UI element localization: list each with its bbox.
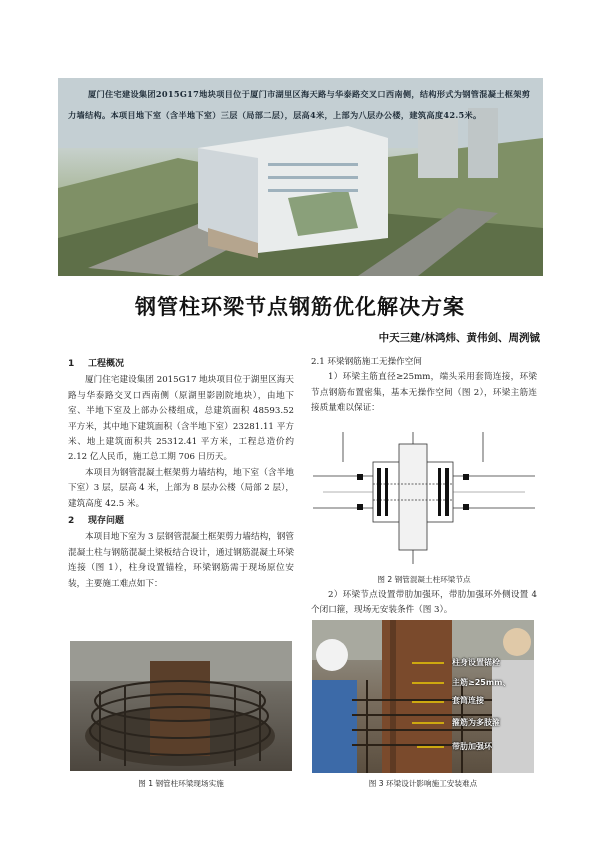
section-2-number: 2: [68, 516, 75, 527]
figure-3-caption: 图 3 环梁设计影响施工安装难点: [368, 779, 478, 788]
section-1-title: 工程概况: [88, 359, 125, 369]
article-title: 钢管柱环梁节点钢筋优化解决方案: [135, 295, 465, 319]
section-2-1-paragraph-2: 2）环梁节点设置带肋加强环，带肋加强环外侧设置 4 个闭口箍，现场无安装条件（图 3）。: [311, 590, 537, 616]
figure-2-node-drawing: [313, 432, 535, 564]
figure-1-caption: 图 1 钢管柱环梁现场实施: [138, 779, 224, 788]
figure-3-photo: [312, 620, 534, 773]
figure-1-photo: [70, 641, 292, 771]
construction-site-photo: [312, 620, 534, 773]
fig3-label-main-bar: 主筋≥25mm、: [452, 678, 511, 687]
left-column: [68, 355, 294, 592]
section-2-heading: [68, 514, 294, 529]
section-1-number: 1: [68, 359, 75, 369]
fig3-label-multi-leg-stirrup: 箍筋为多肢箍: [452, 718, 500, 727]
section-2-1-paragraph-1: 1）环梁主筋直径≥25mm，端头采用套筒连接，环梁节点钢筋布置密集，基本无操作空间（图 2），环梁主筋连接质量难以保证：: [311, 372, 537, 414]
rebar-cage-photo: [70, 641, 292, 771]
section-2-paragraph-1: 本项目地下室为 3 层钢管混凝土框架剪力墙结构，钢管混凝土柱与钢筋混凝土梁板结合设计，通过钢筋混凝土环梁连接（图 1），柱身设置锚栓，环梁钢筋需于现场原位安装，主要施工难点如下：: [68, 532, 294, 589]
fig3-label-anchor-bolts: 柱身设置锚栓: [452, 658, 500, 667]
right-column: [311, 355, 537, 417]
hero-overlay-text: 厦门住宅建设集团2015G17地块项目位于厦门市湖里区海天路与华泰路交叉口西南侧，结构形式为钢管混凝土框架剪力墙结构。本项目地下室（含半地下室）三层（局部二层），层高4米，上部为八层办公楼，建筑高度42.5米。: [68, 89, 531, 120]
section-1-paragraph-2: 本项目为钢管混凝土框架剪力墙结构，地下室（含半地下室）3 层，层高 4 米，上部为 8 层办公楼（局部 2 层），建筑高度 42.5 米。: [68, 467, 294, 509]
section-2-title: 现存问题: [88, 516, 125, 527]
hero-rendering: [58, 78, 543, 276]
section-2-1-heading: 2.1 环梁钢筋施工无操作空间: [311, 357, 422, 367]
fig3-label-ribbed-ring: 带肋加强环: [452, 742, 492, 751]
fig3-label-sleeve-connection: 套筒连接: [452, 696, 484, 705]
section-1-heading: [68, 357, 294, 372]
figure-2-caption: 图 2 钢管混凝土柱环梁节点: [377, 575, 471, 584]
section-1-paragraph-1: 厦门住宅建设集团 2015G17 地块项目位于湖里区海天路与华泰路交叉口西南侧（原湖里影剧院地块），由地下室、半地下室及上部办公楼组成，总建筑面积 48593.52 平方米，其中地下建筑面积（含半地下室）23281.11 平方米、地上建筑面积共 25312.41 平方米，工程总造价约 2.12 亿人民币，施工总工期 706 日历天。: [68, 375, 294, 463]
article-authors: 中天三建/林鸿炜、黄伟剑、周洌铖: [378, 332, 540, 344]
right-column-lower: [311, 588, 537, 619]
